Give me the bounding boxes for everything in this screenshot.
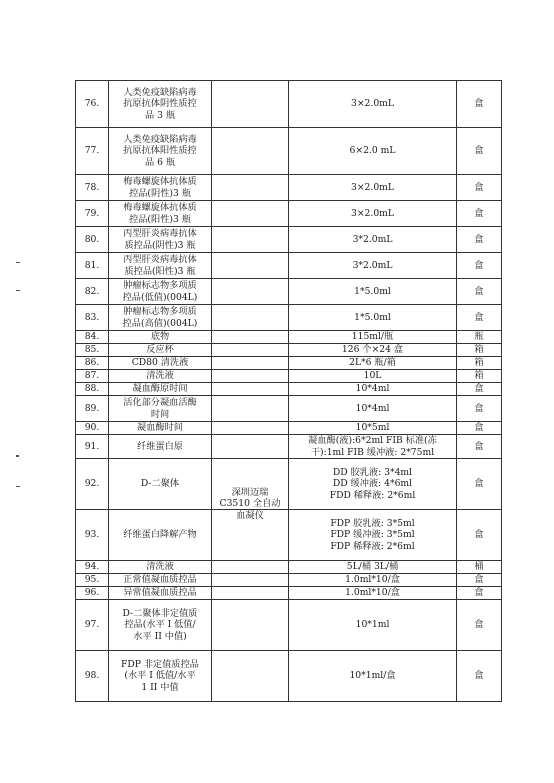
table-row [76,175,502,201]
item-name-line: 丙型肝炎病毒抗体 [123,228,197,239]
item-spec-line: 1*5.0ml [354,311,391,323]
item-unit: 盒 [457,201,502,227]
manufacturer-cell [212,396,289,422]
item-name-line: 丙型肝炎病毒抗体 [123,254,197,265]
manufacturer-cell [212,370,289,383]
table-row [76,561,502,574]
table-row [76,435,502,459]
table-row [76,587,502,600]
table-row [76,383,502,396]
item-number: 84. [76,331,109,344]
item-name-line: 控品(高值)(004L) [122,317,198,329]
manufacturer-cell [212,422,289,435]
item-name [109,344,212,357]
item-number: 80. [76,227,109,253]
item-name [109,81,212,128]
item-number: 78. [76,175,109,201]
item-name-line: CD80 清洗液 [131,357,189,369]
item-spec [289,253,457,279]
item-number: 76. [76,81,109,128]
item-spec-line: 6×2.0 mL [349,145,396,157]
table-row [76,201,502,227]
item-spec-line: DD 缓冲液: 4*6ml [332,478,413,490]
item-name [109,279,212,305]
manufacturer-cell [212,574,289,587]
item-name [109,305,212,331]
item-name-line: 肿瘤标志物多项质 [123,306,197,317]
item-spec [289,128,457,175]
item-spec [289,279,457,305]
item-name-line: 纤维蛋白降解产物 [123,529,197,541]
item-unit: 桶 [457,561,502,574]
table-row [76,357,502,370]
reagent-table-body [76,81,502,702]
item-name-line: 品 6 瓶 [144,156,176,168]
item-name [109,459,212,510]
table-row [76,253,502,279]
item-number: 93. [76,510,109,561]
item-name-line: 梅毒螺旋体抗体质 [123,176,197,187]
item-unit: 盒 [457,279,502,305]
item-name-line: 清洗液 [146,561,174,573]
manufacturer-cell [212,201,289,227]
margin-mark [16,486,20,487]
item-name [109,561,212,574]
item-name-line: 活化部分凝血活酶 [123,397,197,408]
item-spec [289,201,457,227]
manufacturer-cell [212,587,289,600]
item-spec [289,305,457,331]
item-spec-line: 3*2.0mL [352,259,393,271]
item-number: 96. [76,587,109,600]
item-name-line: 质控品(阴性)3 瓶 [124,239,196,251]
item-number: 86. [76,357,109,370]
item-name-line: 时间 [150,408,170,420]
item-name [109,600,212,651]
item-name [109,396,212,422]
table-row [76,459,502,510]
item-name-line: 控品(阳性)3 瓶 [129,213,191,225]
item-name-line: 控品(低值)(004L) [122,291,198,303]
item-unit: 箱 [457,344,502,357]
item-name [109,422,212,435]
item-name [109,651,212,702]
item-spec [289,422,457,435]
item-spec-line: 115ml/瓶 [351,331,394,343]
item-name-line: 控品(阴性)3 瓶 [129,187,191,199]
item-unit: 盒 [457,422,502,435]
item-unit: 盒 [457,435,502,459]
item-spec-line: 10L [363,370,382,382]
item-name [109,383,212,396]
item-spec [289,600,457,651]
item-unit: 盒 [457,305,502,331]
item-unit: 盒 [457,383,502,396]
item-spec-line: 126 个×24 盒 [341,344,404,356]
table-row [76,396,502,422]
item-unit: 盒 [457,253,502,279]
item-spec [289,81,457,128]
item-unit: 盒 [457,128,502,175]
table-row [76,128,502,175]
item-name [109,510,212,561]
margin-mark [16,455,19,457]
table-row [76,331,502,344]
item-number: 83. [76,305,109,331]
table-row [76,574,502,587]
item-number: 92. [76,459,109,510]
item-unit: 盒 [457,175,502,201]
manufacturer-cell [212,128,289,175]
manufacturer-cell [212,383,289,396]
item-spec-line: FDD 稀释液: 2*6ml [329,489,416,501]
manufacturer-cell [212,479,289,530]
item-spec-line: 1.0ml*10/盒 [345,574,400,586]
item-name [109,227,212,253]
item-spec-line: FDP 胶乳液: 3*5ml [330,517,415,529]
item-name-line: 1 II 中值 [141,681,179,693]
item-name-line: 纤维蛋白原 [137,440,183,452]
reagent-table [75,80,502,702]
table-row [76,510,502,561]
item-spec-line: 干):1ml FIB 缓冲液: 2*75ml [310,446,435,458]
item-number: 87. [76,370,109,383]
item-spec-line: 1.0ml*10/盒 [345,587,400,599]
item-number: 85. [76,344,109,357]
item-name [109,370,212,383]
manufacturer-cell [212,305,289,331]
item-number: 77. [76,128,109,175]
item-spec-line: FDP 稀释液: 2*6ml [330,540,415,552]
margin-mark [16,262,20,263]
item-unit: 瓶 [457,331,502,344]
item-spec [289,435,457,459]
item-spec-line: 10*4ml [355,383,390,395]
table-row [76,370,502,383]
manufacturer-line: 血凝仪 [236,509,264,521]
item-unit: 盒 [457,651,502,702]
item-spec [289,344,457,357]
item-spec-line: 3×2.0mL [351,98,394,110]
item-name-line: 控品(水平 I 低值/ [124,619,196,631]
manufacturer-cell [212,651,289,702]
item-spec-line: DD 胶乳液: 3*4ml [332,466,413,478]
item-unit: 盒 [457,459,502,510]
item-unit: 盒 [457,396,502,422]
item-number: 95. [76,574,109,587]
item-spec [289,357,457,370]
item-name-line: D-二聚体非定值质 [122,607,198,619]
item-number: 88. [76,383,109,396]
item-unit: 盒 [457,81,502,128]
item-number: 81. [76,253,109,279]
item-name [109,587,212,600]
table-row [76,305,502,331]
item-name-line: 质控品(阳性)3 瓶 [124,265,196,277]
manufacturer-line: C3510 全自动 [219,498,281,510]
item-spec [289,561,457,574]
item-name [109,128,212,175]
item-spec [289,510,457,561]
table-row [76,600,502,651]
manufacturer-cell [212,331,289,344]
manufacturer-cell [212,344,289,357]
item-spec-line: 3*2.0mL [352,233,393,245]
item-spec-line: 5L/桶 3L/桶 [346,561,399,573]
item-number: 94. [76,561,109,574]
item-name [109,435,212,459]
item-unit: 盒 [457,227,502,253]
item-name [109,574,212,587]
item-name-line: 清洗液 [146,370,174,382]
item-spec-line: 10*5ml [355,422,390,434]
item-name [109,175,212,201]
item-spec-line: 1*5.0ml [354,285,391,297]
item-number: 98. [76,651,109,702]
manufacturer-cell [212,175,289,201]
item-unit: 盒 [457,600,502,651]
item-spec [289,175,457,201]
table-row [76,279,502,305]
item-spec [289,651,457,702]
item-name-line: 抗原抗体阴性质控 [123,98,197,110]
table-row [76,344,502,357]
manufacturer-cell [212,561,289,574]
item-name-line: (水平 I 低值/水平 [124,670,196,682]
item-number: 91. [76,435,109,459]
item-name-line: 抗原抗体阳性质控 [123,145,197,157]
manufacturer-cell [212,279,289,305]
item-spec [289,227,457,253]
item-name-line: 凝血酶原时间 [132,383,188,395]
item-name-line: FDP 非定值质控品 [121,658,199,670]
item-name-line: 梅毒螺旋体抗体质 [123,202,197,213]
item-spec-line: 2L*6 瓶/箱 [349,357,396,369]
item-unit: 箱 [457,370,502,383]
table-row [76,227,502,253]
item-spec [289,396,457,422]
table-row [76,422,502,435]
manufacturer-line: 深圳迈瑞 [231,486,269,498]
manufacturer-cell [212,357,289,370]
item-name-line: 正常值凝血质控品 [123,574,197,586]
item-number: 97. [76,600,109,651]
item-name [109,357,212,370]
item-name [109,201,212,227]
item-number: 79. [76,201,109,227]
item-name-line: 凝血酶时间 [137,422,183,434]
item-number: 89. [76,396,109,422]
item-name-line: 肿瘤标志物多项质 [123,280,197,291]
item-name-line: D-二聚体 [140,478,180,490]
item-spec-line: 3×2.0mL [351,181,394,193]
item-spec [289,574,457,587]
item-unit: 箱 [457,357,502,370]
table-row [76,651,502,702]
item-unit: 盒 [457,510,502,561]
item-unit: 盒 [457,587,502,600]
item-name-line: 人类免疫缺陷病毒 [123,86,197,98]
item-number: 82. [76,279,109,305]
manufacturer-cell [212,253,289,279]
item-name [109,253,212,279]
table-row [76,81,502,128]
item-spec [289,370,457,383]
item-name-line: 反应杯 [146,344,174,356]
item-spec [289,459,457,510]
item-spec-line: 10*4ml [355,402,390,414]
item-unit: 盒 [457,574,502,587]
item-spec-line: 10*1ml [355,619,390,631]
item-name-line: 品 3 瓶 [144,109,176,121]
margin-mark [16,290,20,291]
item-name-line: 人类免疫缺陷病毒 [123,133,197,145]
item-spec-line: 10*1ml/盒 [349,670,396,682]
manufacturer-cell [212,81,289,128]
item-spec [289,587,457,600]
item-name [109,331,212,344]
manufacturer-cell [212,227,289,253]
manufacturer-cell [212,600,289,651]
item-name-line: 底物 [150,331,170,343]
item-spec [289,331,457,344]
item-spec-line: 3×2.0mL [351,207,394,219]
item-number: 90. [76,422,109,435]
item-name-line: 水平 II 中值) [133,630,187,642]
item-spec-line: FDP 缓冲液: 3*5ml [330,529,415,541]
manufacturer-cell [212,435,289,459]
item-spec [289,383,457,396]
item-name-line: 异常值凝血质控品 [123,587,197,599]
item-spec-line: 凝血酶(液):6*2ml FIB 标准(冻 [308,435,437,446]
